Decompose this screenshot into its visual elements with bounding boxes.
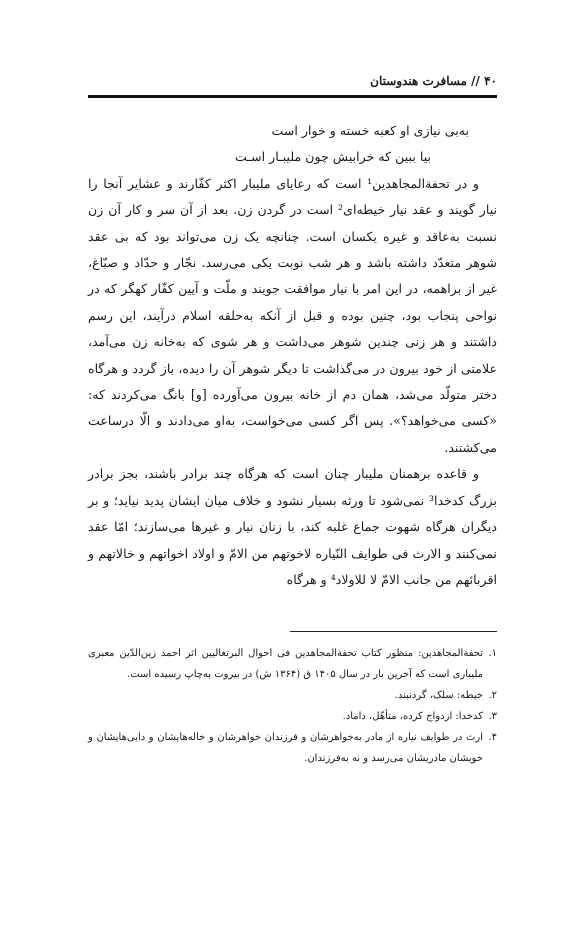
main-text (88, 118, 497, 593)
paragraph: و در تحفةالمجاهدین¹ است که رعایای ملیبار اکثر کفّارند و عشایر آنجا را نیار گویند و عقد نیار خیطه‌ای² است در گردن زن. بعد از آن سر و کار آن زن نسبت به‌عاقد و غیره یکسان است. چنانچه یک زن می‌تواند بود که بی عقد شوهر متعدّد داشته باشد و هر شب نوبت یکی می‌رسد. نجّار و حدّاد و صبّاغ، غیر از براهمه، در این امر با نیار موافقت جویند و ملّت و آیین کفّار کهگر که در نواحی پنجاب بود، چنین بوده و قبل از آنکه به‌حلقه اسلام درآیند، این رسم داشتند و هر زنی چندین شوهر می‌داشت و هر شوی که به‌خانه زن می‌آمد، علامتی از خود بیرون در می‌گذاشت تا دیگر شوهر آن را دیده، باز گردد و هرگاه دختر متولّد می‌شد، همان دم از خانه بیرون می‌آورده [و] بانگ می‌کردند که: «کسی می‌خواهد؟». پس اگر کسی می‌خواست، به‌او می‌دادند و الّا درساعت می‌کشتند. (88, 175, 498, 455)
footnote-number: ۳. (488, 711, 497, 722)
footnote (88, 643, 497, 685)
footnote (88, 706, 497, 727)
header-rule (88, 95, 497, 98)
running-header: ۴۰ // مسافرت هندوستان (370, 74, 497, 88)
paragraph: و قاعده برهمنان ملیبار چنان است که هرگاه چند برادر باشند، بجز برادر بزرگ کدخدا³ نمی‌شود تا ورثه بسیار نشود و خلاف میان ایشان پدید نیاید؛ و بر دیگران هرگاه شهوت جماع غلبه کند، با زنان نیار و غیرها می‌سازند؛ امّا عقد نمی‌کنند و الارث فی طوایف النّیاره لاخوتهم من الامّ و اولاد اخواتهم و خالاتهم و اقربائهم من جانب الامّ لا للاولاد⁴ و هرگاه (88, 466, 497, 587)
footnotes (88, 643, 497, 769)
footnote-number: ۱. (488, 648, 497, 659)
footnote-text: تحفةالمجاهدین: منظور کتاب تحفةالمجاهدین فی احوال البرتغالیین اثر احمد زین‌الدّین معبری ملیباری است که آخرین بار در سال ۱۴۰۵ ق (۱۳۶۴ ش) در بیروت به‌چاپ رسیده است. (88, 648, 483, 680)
footnote-text: خیطه: سلک، گردنبند. (394, 690, 483, 701)
footnote (88, 685, 497, 706)
footnote-text: کدخدا: ازدواج کرده، متأهّل، داماد. (342, 711, 483, 722)
footnote (88, 727, 497, 769)
footnote-text: ارث در طوایف نیاره از مادر به‌خواهرشان و فرزندان خواهرشان و خاله‌هایشان و دایی‌هایشان و خویشان مادریشان می‌رسد و نه به‌فرزندان. (88, 732, 483, 764)
verse-line: بیا ببین که خرابیش چون ملیبـار اسـت (235, 149, 431, 165)
footnote-rule (290, 631, 497, 632)
verse-line: به‌بی نیازی او کعبه خسته و خوار است (271, 123, 469, 138)
footnote-number: ۲. (488, 690, 497, 701)
footnote-number: ۴. (488, 732, 497, 743)
